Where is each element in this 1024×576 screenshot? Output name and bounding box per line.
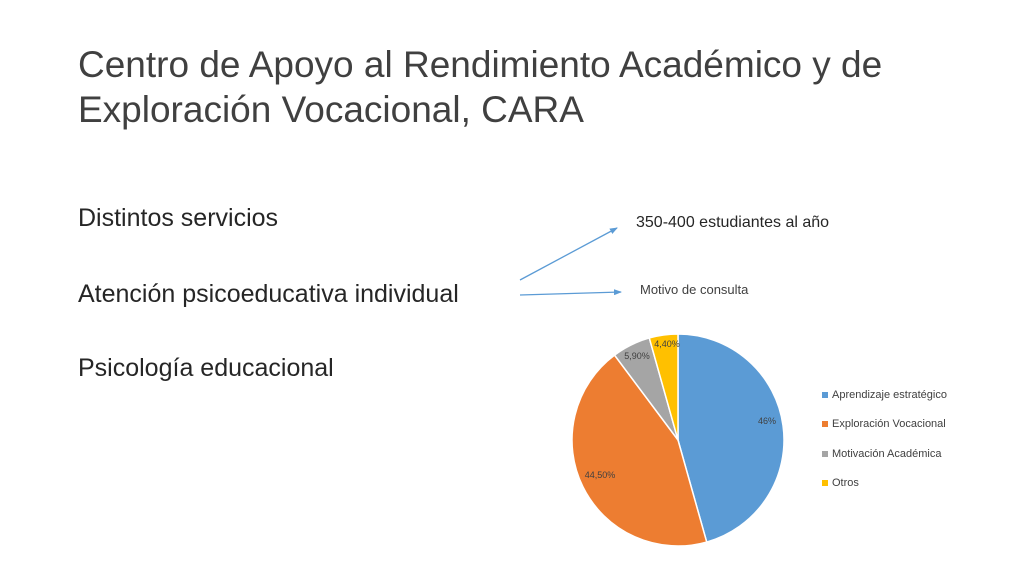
pie-label-3: 5,90% [624, 351, 650, 361]
legend-swatch-1 [822, 392, 828, 398]
legend-swatch-4 [822, 480, 828, 486]
bullet-psicologia-educacional: Psicología educacional [78, 354, 334, 382]
chart-title: Motivo de consulta [640, 282, 749, 297]
pie-label-1: 46% [757, 416, 777, 426]
pie-chart [572, 334, 784, 546]
legend-item-3 [822, 439, 947, 469]
legend-label-4: Otros [832, 477, 859, 490]
pie-label-2: 44,50% [584, 470, 616, 480]
legend-swatch-3 [822, 451, 828, 457]
students-per-year-callout: 350-400 estudiantes al año [636, 214, 830, 231]
chart-legend [822, 380, 947, 498]
legend-swatch-2 [822, 421, 828, 427]
legend-label-1: Aprendizaje estratégico [832, 388, 947, 401]
bullet-distintos-servicios: Distintos servicios [78, 204, 279, 232]
slide-title: Centro de Apoyo al Rendimiento Académico y de Exploración Vocacional, CARA [78, 44, 883, 130]
legend-item-4 [822, 469, 947, 499]
arrow-to-motivo [520, 292, 621, 295]
legend-label-3: Motivación Académica [832, 447, 942, 460]
legend-item-2 [822, 410, 947, 440]
arrow-to-students [520, 228, 617, 280]
legend-label-2: Exploración Vocacional [832, 418, 946, 431]
bullet-atencion-psicoeducativa: Atención psicoeducativa individual [78, 280, 459, 308]
pie-label-4: 4,40% [654, 339, 680, 349]
legend-item-1 [822, 380, 947, 410]
